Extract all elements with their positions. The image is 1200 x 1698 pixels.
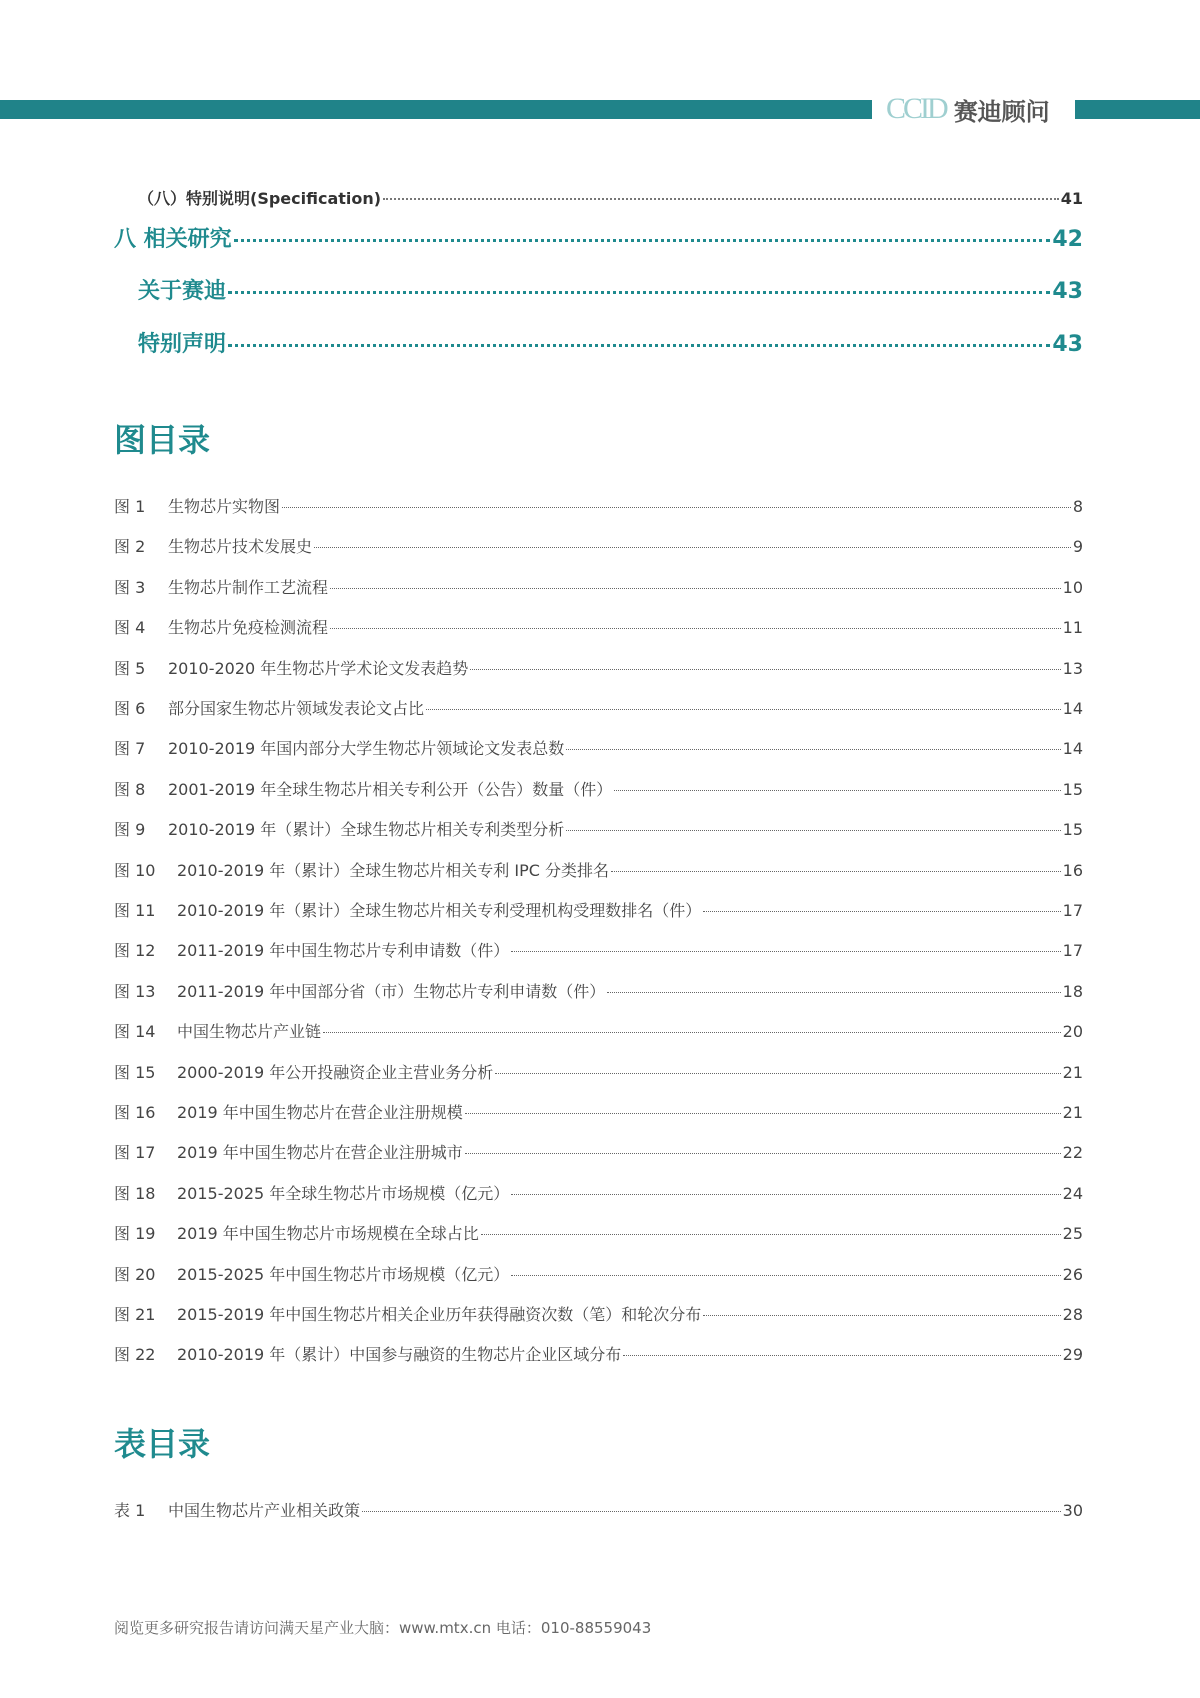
page-number: 20 xyxy=(1062,1022,1083,1042)
figures-heading: 图目录 xyxy=(114,421,211,459)
figure-title: 2011-2019 年中国部分省（市）生物芯片专利申请数（件） xyxy=(177,981,606,1001)
toc-entry[interactable] xyxy=(138,186,1083,209)
entry-title: （八）特别说明(Specification) xyxy=(138,189,382,208)
toc-entry[interactable] xyxy=(114,222,1083,253)
figure-title: 2010-2019 年（累计）全球生物芯片相关专利 IPC 分类排名 xyxy=(177,860,610,880)
figure-title: 生物芯片免疫检测流程 xyxy=(168,618,329,638)
figure-title: 生物芯片制作工艺流程 xyxy=(168,577,329,597)
figure-title: 生物芯片技术发展史 xyxy=(168,537,313,557)
dot-leader xyxy=(323,1032,1061,1033)
figure-number: 图 9 xyxy=(114,820,146,840)
page-number: 24 xyxy=(1062,1183,1083,1203)
toc-entry[interactable] xyxy=(114,858,1083,881)
figure-number: 图 16 xyxy=(114,1103,156,1122)
toc-entry[interactable] xyxy=(114,979,1083,1002)
figure-number: 图 22 xyxy=(114,1345,156,1365)
page-number: 8 xyxy=(1072,497,1083,516)
toc-entry[interactable] xyxy=(114,1342,1083,1365)
toc-entry[interactable] xyxy=(114,615,1083,638)
footer-text: 阅览更多研究报告请访问满天星产业大脑：www.mtx.cn 电话：010-88559043 xyxy=(114,1619,652,1637)
figure-title: 2019 年中国生物芯片在营企业注册城市 xyxy=(177,1143,463,1163)
page-number: 15 xyxy=(1062,820,1083,840)
page-number: 21 xyxy=(1062,1062,1083,1082)
figure-number: 图 3 xyxy=(114,577,146,597)
page-number: 26 xyxy=(1062,1264,1083,1284)
figure-title: 2010-2020 年生物芯片学术论文发表趋势 xyxy=(168,658,469,678)
page-number: 29 xyxy=(1062,1345,1083,1365)
page-number: 43 xyxy=(1052,279,1083,304)
page-number: 17 xyxy=(1062,901,1083,920)
figure-number: 图 11 xyxy=(114,901,156,920)
page-number: 14 xyxy=(1062,699,1083,718)
dot-leader xyxy=(611,871,1061,872)
figure-number: 图 12 xyxy=(114,941,156,961)
dot-leader xyxy=(330,588,1061,589)
figure-title: 2011-2019 年中国生物芯片专利申请数（件） xyxy=(177,941,510,961)
toc-entry[interactable] xyxy=(138,274,1083,305)
figure-title: 部分国家生物芯片领域发表论文占比 xyxy=(168,699,425,718)
figure-number: 图 18 xyxy=(114,1183,156,1203)
toc-entry[interactable] xyxy=(114,817,1083,840)
dot-leader xyxy=(511,951,1060,952)
figure-title: 2010-2019 年（累计）全球生物芯片相关专利类型分析 xyxy=(168,820,565,840)
page-number: 43 xyxy=(1052,332,1083,357)
figure-number: 图 4 xyxy=(114,618,146,638)
figure-number: 图 13 xyxy=(114,981,156,1001)
entry-title: 八 相关研究 xyxy=(114,227,232,252)
page-number: 15 xyxy=(1062,779,1083,799)
figure-number: 图 20 xyxy=(114,1264,156,1284)
page-number: 16 xyxy=(1062,860,1083,880)
dot-leader xyxy=(465,1113,1061,1114)
dot-leader xyxy=(362,1511,1061,1512)
toc-entry[interactable] xyxy=(114,656,1083,679)
toc-entry[interactable] xyxy=(114,736,1083,759)
page-number: 41 xyxy=(1060,189,1083,208)
toc-entry[interactable] xyxy=(114,696,1083,719)
page-number: 14 xyxy=(1062,739,1083,759)
toc-entry[interactable] xyxy=(114,1498,1083,1521)
page-number: 18 xyxy=(1062,981,1083,1001)
figure-title: 2019 年中国生物芯片市场规模在全球占比 xyxy=(177,1224,479,1244)
header-bar-left xyxy=(0,100,872,119)
figure-number: 图 19 xyxy=(114,1224,156,1244)
toc-entry[interactable] xyxy=(114,777,1083,800)
toc-entry[interactable] xyxy=(114,1019,1083,1042)
toc-entry[interactable] xyxy=(114,1181,1083,1204)
figure-title: 2019 年中国生物芯片在营企业注册规模 xyxy=(177,1103,463,1122)
dot-leader xyxy=(607,992,1060,993)
toc-entry[interactable] xyxy=(114,1100,1083,1123)
toc-entry[interactable] xyxy=(114,938,1083,961)
page-number: 13 xyxy=(1062,658,1083,678)
figure-number: 图 14 xyxy=(114,1022,156,1042)
page-number: 42 xyxy=(1052,227,1083,252)
dot-leader xyxy=(426,709,1061,710)
dot-leader xyxy=(703,911,1060,912)
figure-title: 2015-2019 年中国生物芯片相关企业历年获得融资次数（笔）和轮次分布 xyxy=(177,1305,702,1324)
toc-entry[interactable] xyxy=(114,898,1083,921)
toc-entry[interactable] xyxy=(114,534,1083,557)
figure-title: 2010-2019 年（累计）全球生物芯片相关专利受理机构受理数排名（件） xyxy=(177,901,702,920)
figure-title: 2010-2019 年国内部分大学生物芯片领域论文发表总数 xyxy=(168,739,565,759)
figure-number: 图 6 xyxy=(114,699,146,718)
toc-entry[interactable] xyxy=(114,1262,1083,1285)
dot-leader xyxy=(566,830,1060,831)
dot-leader xyxy=(383,198,1059,200)
table-number: 表 1 xyxy=(114,1501,146,1520)
entry-title: 关于赛迪 xyxy=(138,279,227,304)
toc-entry[interactable] xyxy=(114,1302,1083,1325)
entry-title: 特别声明 xyxy=(138,332,227,357)
figure-title: 2000-2019 年公开投融资企业主营业务分析 xyxy=(177,1062,494,1082)
page-number: 21 xyxy=(1062,1103,1083,1122)
dot-leader xyxy=(470,669,1060,670)
figure-number: 图 15 xyxy=(114,1062,156,1082)
page-number: 9 xyxy=(1072,537,1083,557)
dot-leader xyxy=(614,790,1060,791)
figure-number: 图 5 xyxy=(114,658,146,678)
page-number: 30 xyxy=(1062,1501,1083,1520)
figure-title: 生物芯片实物图 xyxy=(168,497,281,516)
page-number: 11 xyxy=(1062,618,1083,638)
dot-leader xyxy=(282,507,1071,508)
figure-number: 图 1 xyxy=(114,497,146,516)
tables-heading: 表目录 xyxy=(114,1425,211,1463)
dot-leader xyxy=(566,749,1060,750)
figure-number: 图 2 xyxy=(114,537,146,557)
figure-number: 图 17 xyxy=(114,1143,156,1163)
figure-number: 图 8 xyxy=(114,779,146,799)
page-number: 25 xyxy=(1062,1224,1083,1244)
dot-leader xyxy=(495,1073,1060,1074)
page-number: 17 xyxy=(1062,941,1083,961)
figure-title: 2015-2025 年中国生物芯片市场规模（亿元） xyxy=(177,1264,510,1284)
dot-leader xyxy=(314,547,1071,548)
figure-number: 图 10 xyxy=(114,860,156,880)
figure-title: 2015-2025 年全球生物芯片市场规模（亿元） xyxy=(177,1183,510,1203)
dot-leader xyxy=(465,1153,1061,1154)
dot-leader xyxy=(228,291,1050,294)
toc-entry[interactable] xyxy=(114,1060,1083,1083)
page-number: 22 xyxy=(1062,1143,1083,1163)
figure-number: 图 21 xyxy=(114,1305,156,1324)
figure-title: 中国生物芯片产业链 xyxy=(177,1022,322,1042)
ccid-logo xyxy=(886,94,1050,124)
page-number: 10 xyxy=(1062,577,1083,597)
figure-number: 图 7 xyxy=(114,739,146,759)
dot-leader xyxy=(228,344,1050,347)
toc-entry[interactable] xyxy=(138,327,1083,358)
dot-leader xyxy=(623,1355,1060,1356)
figure-title: 2001-2019 年全球生物芯片相关专利公开（公告）数量（件） xyxy=(168,779,613,799)
dot-leader xyxy=(703,1315,1060,1316)
page-number: 28 xyxy=(1062,1305,1083,1324)
dot-leader xyxy=(234,239,1051,242)
dot-leader xyxy=(330,628,1061,629)
toc-entry[interactable] xyxy=(114,575,1083,598)
logo-latin: CCID xyxy=(886,92,946,125)
toc-entry[interactable] xyxy=(114,1221,1083,1244)
header-bar-right xyxy=(1075,100,1200,119)
table-title: 中国生物芯片产业相关政策 xyxy=(168,1501,361,1520)
figure-title: 2010-2019 年（累计）中国参与融资的生物芯片企业区域分布 xyxy=(177,1345,622,1365)
dot-leader xyxy=(511,1275,1060,1276)
logo-cn: 赛迪顾问 xyxy=(953,97,1050,126)
dot-leader xyxy=(511,1194,1060,1195)
dot-leader xyxy=(481,1234,1061,1235)
toc-entry[interactable] xyxy=(114,494,1083,517)
toc-entry[interactable] xyxy=(114,1140,1083,1163)
